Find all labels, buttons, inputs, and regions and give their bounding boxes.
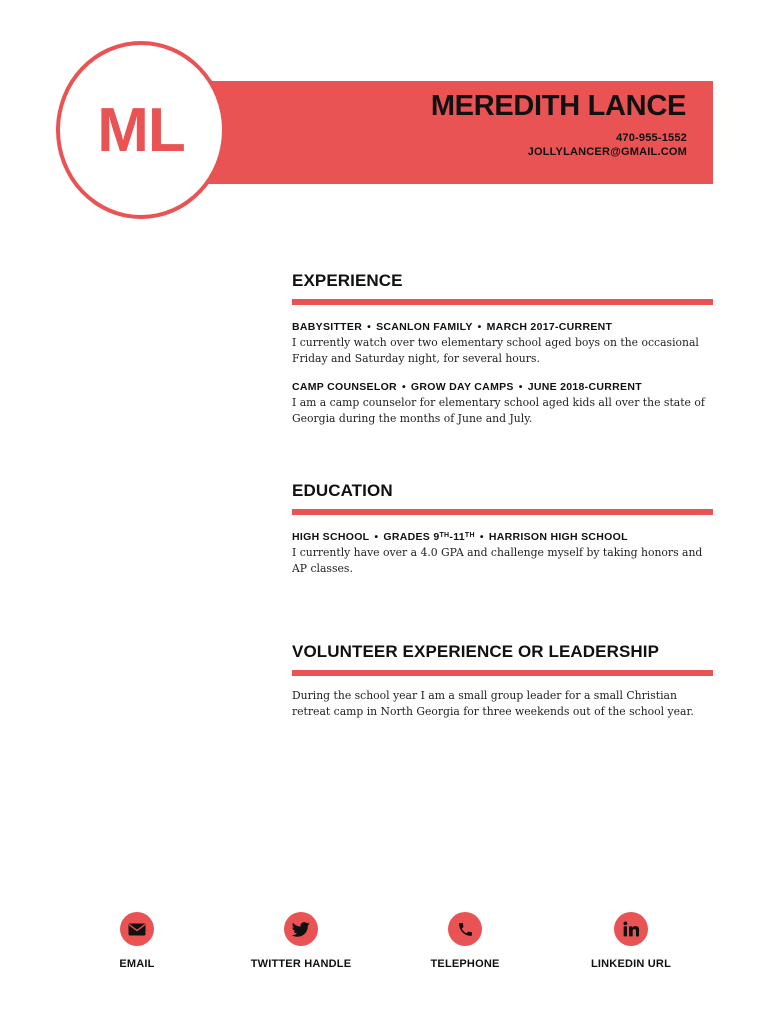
footer-label: EMAIL <box>119 958 155 970</box>
linkedin-icon <box>614 912 648 946</box>
monogram-initials: ML <box>97 95 185 165</box>
education-rule <box>292 509 713 515</box>
footer-twitter[interactable] <box>236 912 366 970</box>
entry-role: CAMP COUNSELOR <box>292 381 397 393</box>
separator-dot: • <box>401 381 406 393</box>
volunteer-description: During the school year I am a small group leader for a small Christian retreat camp in North Georgia for three weekends out of the school year. <box>292 689 694 718</box>
education-school: HARRISON HIGH SCHOOL <box>488 531 628 543</box>
education-grades: GRADES 9TH-11TH <box>383 531 475 543</box>
entry-dates: JUNE 2018-CURRENT <box>527 381 642 393</box>
entry-title <box>292 321 713 333</box>
entry-org: SCANLON FAMILY <box>376 321 473 333</box>
candidate-name: MEREDITH LANCE <box>430 90 686 122</box>
experience-entry <box>292 321 713 367</box>
footer-label: TELEPHONE <box>430 958 500 970</box>
footer-label: TWITTER HANDLE <box>250 958 352 970</box>
entry-title <box>292 531 713 543</box>
entry-description: I currently watch over two elementary school aged boys on the occasional Friday and Saturday night, for several hours. <box>292 336 699 365</box>
separator-dot: • <box>367 321 372 333</box>
entry-role: BABYSITTER <box>292 321 363 333</box>
experience-section <box>292 271 713 427</box>
separator-dot: • <box>518 381 523 393</box>
entry-dates: MARCH 2017-CURRENT <box>486 321 613 333</box>
separator-dot: • <box>374 531 379 543</box>
separator-dot: • <box>477 321 482 333</box>
footer-contacts <box>0 912 768 982</box>
footer-label: LINKEDIN URL <box>590 958 671 970</box>
education-entry <box>292 531 713 577</box>
phone-number: 470-955-1552 <box>616 132 687 144</box>
footer-email[interactable] <box>72 912 202 970</box>
experience-entry <box>292 381 713 427</box>
volunteer-section <box>292 642 713 720</box>
education-level: HIGH SCHOOL <box>292 531 370 543</box>
entry-title <box>292 381 713 393</box>
twitter-icon <box>284 912 318 946</box>
experience-heading: EXPERIENCE <box>292 271 403 290</box>
separator-dot: • <box>479 531 484 543</box>
entry-description: I am a camp counselor for elementary school aged kids all over the state of Georgia during the months of June and July. <box>292 396 705 425</box>
footer-telephone[interactable] <box>400 912 530 970</box>
monogram-circle <box>56 41 226 219</box>
education-section <box>292 481 713 577</box>
entry-org: GROW DAY CAMPS <box>410 381 514 393</box>
email-address: JOLLYLANCER@GMAIL.COM <box>527 146 687 158</box>
telephone-icon <box>448 912 482 946</box>
footer-linkedin[interactable] <box>566 912 696 970</box>
entry-description: I currently have over a 4.0 GPA and challenge myself by taking honors and AP classes. <box>292 546 703 575</box>
experience-rule <box>292 299 713 305</box>
volunteer-rule <box>292 670 713 676</box>
contact-info <box>528 131 687 159</box>
volunteer-heading: VOLUNTEER EXPERIENCE OR LEADERSHIP <box>292 642 660 661</box>
education-heading: EDUCATION <box>292 481 393 500</box>
envelope-icon <box>120 912 154 946</box>
